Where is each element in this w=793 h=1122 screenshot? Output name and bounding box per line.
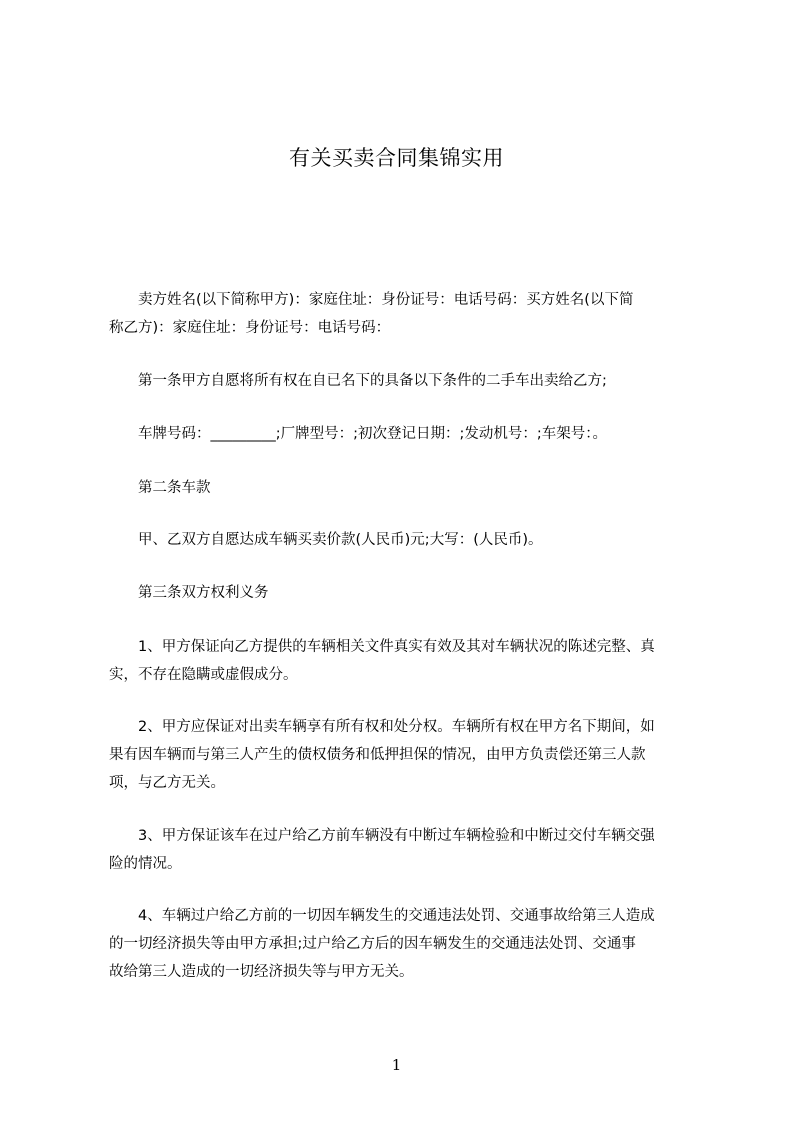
paragraph-article-1 <box>109 367 709 395</box>
paragraph-line: 实，不存在隐瞒或虚假成分。 <box>109 667 298 683</box>
paragraph-line: 4、车辆过户给乙方前的一切因车辆发生的交通违法处罚、交通事故给第三人造成 <box>109 908 655 924</box>
paragraph-line: 第二条车款 <box>109 480 211 496</box>
paragraph-article-2 <box>109 474 709 502</box>
paragraph-line: 2、甲方应保证对出卖车辆享有所有权和处分权。车辆所有权在甲方名下期间，如 <box>109 719 655 735</box>
paragraph-clause-1 <box>109 633 709 689</box>
document-title: 有关买卖合同集锦实用 <box>289 146 504 170</box>
paragraph-line: 果有因车辆而与第三人产生的债权债务和低押担保的情况，由甲方负责偿还第三人款 <box>109 747 646 763</box>
paragraph-line: 1、甲方保证向乙方提供的车辆相关文件真实有效及其对车辆状况的陈述完整、真 <box>109 639 655 655</box>
paragraph-line: 故给第三人造成的一切经济损失等与甲方无关。 <box>109 964 414 980</box>
paragraph-line: 项，与乙方无关。 <box>109 775 225 791</box>
paragraph-line: 险的情况。 <box>109 856 182 872</box>
paragraph-line: 卖方姓名(以下简称甲方)：家庭住址：身份证号：电话号码：买方姓名(以下简 <box>109 292 634 308</box>
paragraph-parties <box>109 286 709 342</box>
paragraph-line: 第三条双方权利义务 <box>109 585 269 601</box>
paragraph-line: 的一切经济损失等由甲方承担;过户给乙方后的因车辆发生的交通违法处罚、交通事 <box>109 936 636 952</box>
paragraph-line: 车牌号码：_________;厂牌型号：;初次登记日期：;发动机号：;车架号：。 <box>109 426 608 442</box>
paragraph-clause-4 <box>109 902 709 986</box>
paragraph-clause-2 <box>109 713 709 797</box>
paragraph-price <box>109 526 709 554</box>
paragraph-vehicle-info <box>109 420 709 448</box>
paragraph-clause-3 <box>109 822 709 878</box>
paragraph-line: 3、甲方保证该车在过户给乙方前车辆没有中断过车辆检验和中断过交付车辆交强 <box>109 828 655 844</box>
page-number: 1 <box>391 1056 402 1074</box>
paragraph-line: 第一条甲方自愿将所有权在自已名下的具备以下条件的二手车出卖给乙方; <box>109 373 607 389</box>
paragraph-line: 甲、乙双方自愿达成车辆买卖价款(人民币)元;大写：(人民币)。 <box>109 532 543 548</box>
paragraph-article-3 <box>109 579 709 607</box>
paragraph-line: 称乙方)：家庭住址：身份证号：电话号码： <box>109 320 391 336</box>
